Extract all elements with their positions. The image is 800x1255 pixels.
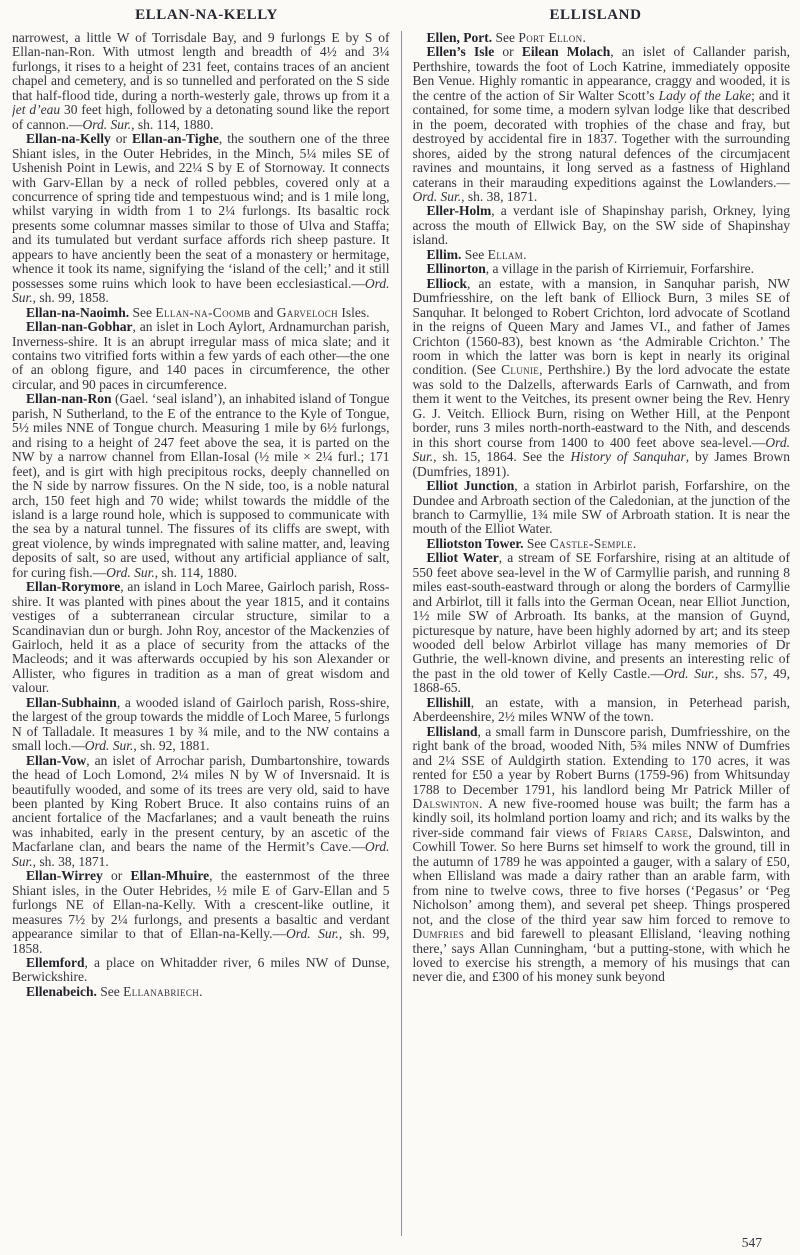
entry-name: Ellisland <box>426 723 478 739</box>
text-segment: narrowest, a little W of Torrisdale Bay, and 9 furlongs E by S of Ellan-nan-Ron. With utmost length and breadth of 4½ and 3¼ furlongs, it rises to a height of 231 feet, contains traces of an ancient chapel and cemetery, and is so tunnelled and perforated on the S side that half-flood tide, during a north-westerly gale, throws up from it a <box>12 31 390 103</box>
entry-paragraph <box>413 696 791 725</box>
text-segment: , a wooded island of Gairloch parish, Ross-shire, the largest of the group towards the middle of Loch Maree, 5 furlongs N of Talladale. It measures 1 by ¾ mile, and to the NW contains a small loch.— <box>12 694 390 754</box>
text-segment: (Gael. ‘seal island’), an inhabited island of Tongue parish, N Sutherland, to the E of the entrance to the Kyle of Tongue, 5½ miles NNE of Tongue church. Measuring 1 mile by 6½ furlongs, and rising to a height of 247 feet above the sea, it is parted on the NW by a narrow channel from Ellan-Iosal (½ mile × 2¼ furl.; 171 feet), and is girt with high precipitous rocks, deeply channelled on the N side by narrow fissures. On the N side, too, is a noble natural arch, 150 feet high and 70 wide; whilst towards the middle of the island is a large round hole, which is supposed to communicate with the sea by a natural tunnel. The fissures of its cliffs are swept, with great violence, by winds impregnated with saline matter, and, leaving deposits of salt, so are used, without any artificial appliance of salt, for curing fish.— <box>12 391 390 580</box>
entry-name: Ellinorton <box>426 261 486 277</box>
text-columns <box>12 31 790 1236</box>
entry-paragraph <box>413 479 791 537</box>
text-segment: Ord. Sur. <box>412 188 462 204</box>
entry-paragraph <box>413 551 791 696</box>
text-segment: or <box>102 868 131 884</box>
entry-name: Ellen, Port. <box>426 31 493 45</box>
text-segment: See <box>129 304 156 320</box>
entry-name: Ellan-an-Tighe <box>132 131 219 147</box>
text-segment: . <box>523 246 527 262</box>
entry-name: Ellan-na-Kelly <box>26 131 111 147</box>
entry-paragraph <box>12 754 390 870</box>
text-segment: , an island in Loch Maree, Gairloch parish, Ross-shire. It was planted with pines about the year 1815, and it contains vestiges of a subterranean circular structure, similar to a Scandinavian dun or burgh. John Roy, ancestor of the Mackenzies of Gairloch, held it as a place of security from the attacks of the Macleods; and it was afterwards occupied by his son Alexander or Allister, who figures in tradition as a man of great wisdom and valour. <box>12 579 390 696</box>
text-segment: Ord. Sur. <box>106 564 155 580</box>
entry-paragraph <box>413 277 791 479</box>
text-segment: Ord. Sur. <box>412 434 790 465</box>
text-segment: See <box>523 535 550 551</box>
text-segment: and bid farewell to pleasant Ellisland, ‘leaving nothing there,’ says Allan Cunningham, ‘but a putting-stone, with which he loved to exercise his strength, a memory of his musings that can never die, and £300 of his money sunk beyond <box>412 926 790 985</box>
right-page-header: ELLISLAND <box>549 7 642 23</box>
entry-paragraph <box>12 320 390 392</box>
text-segment: . <box>632 535 637 551</box>
entry-paragraph <box>413 537 791 551</box>
entry-paragraph <box>12 580 390 696</box>
entry-name: Ellan-Rorymore <box>26 579 121 595</box>
text-segment: , sh. 15, 1864. See the <box>433 449 571 465</box>
text-segment: , sh. 99, 1858. <box>32 290 109 306</box>
text-segment: Ord. Sur. <box>82 116 132 132</box>
text-segment: Ord. Sur. <box>84 738 134 754</box>
text-segment: , a small farm in Dunscore parish, Dumfriesshire, on the right bank of the broad, wooded Nith, 5¾ miles NNW of Dumfries and 2¼ SSE of Auldgirth station. Extending to 170 acres, it was rented for £50 a year by Robert Burns (1759-96) from Whitsunday 1788 to December 1791, his landlord being Mr Patrick Miller of <box>412 723 790 797</box>
right-column <box>413 31 791 1236</box>
text-segment: or <box>110 131 133 147</box>
text-segment: , sh. 38, 1871. <box>461 188 538 204</box>
text-segment: , sh. 38, 1871. <box>32 853 109 869</box>
entry-name: Ellishill <box>426 694 471 710</box>
text-segment: , sh. 114, 1880. <box>131 116 214 132</box>
text-segment: History of Sanquhar <box>570 449 686 465</box>
entry-name: Ellen’s Isle <box>426 44 495 60</box>
text-segment: , a stream of SE Forfarshire, rising at an altitude of 550 feet above sea-level in the W of Carmyllie parish, and running 8 miles east-south-eastward through or along the borders of Carmyllie and Arbirlot, till it falls into the German Ocean, near Elliot Junction, 1½ mile SW of Arbroath. Its banks, at the mansion of Guynd, picturesque by nature, have been highly adorned by art; and its steep wooded dell below Arbirlot village has many memories of Dr Guthrie, the well-known divine, and presents an interesting relic of the past in the old tower of Kelly Castle.— <box>412 550 790 681</box>
column-divider <box>401 31 402 1236</box>
left-column <box>12 31 390 1236</box>
text-segment: Ord. Sur. <box>12 839 390 869</box>
entry-paragraph <box>413 248 791 262</box>
entry-paragraph <box>413 262 791 276</box>
cross-reference: Friars Carse <box>611 824 689 840</box>
text-segment: , an estate, with a mansion, in Peterhead parish, Aberdeenshire, 2½ miles WNW of the town. <box>412 694 790 725</box>
text-segment: , an islet in Loch Aylort, Ardnamurchan parish, Inverness-shire. It is an abrupt irregular mass of mica slate; and it contains two vitrified forts within a few yards of each other—the one of an oblong figure, and 140 paces in circumference, the other circular, and 90 paces in circumference. <box>12 319 390 392</box>
cross-reference: Dalswinton <box>412 796 480 812</box>
text-segment: and <box>250 304 277 320</box>
text-segment: or <box>494 44 522 60</box>
text-segment: , the southern one of the three Shiant isles, in the Outer Hebrides, in the Minch, 5¼ miles SE of Ushenish Point in Lewis, and 22¼ S by E of Stornoway. It connects with Garv-Ellan by a neck of rolled pebbles, covered only at a concurrence of spring tide and tempestuous wind; and is 1 mile long, whilst varying in width from 1 to 2¼ furlongs. Its basaltic rock presents some columnar masses similar to those of Ulva and Staffa; and its tumulated but verdant surface affords rich sheep pasture. It appears to have anciently been the seat of a monastery or hermitage, whence it took its name, signifying the ‘island of the cell;’ and it still possesses some ruins which look to have been ecclesiastical.— <box>12 131 390 291</box>
text-segment: , Perthshire.) By the lord advocate the estate was sold to the Dalzells, afterwards Earls of Carnwath, and from them it went to the Veitches, its present owner being the Rev. Henry G. J. Veitch. Elliock Burn, rising on Wether Hill, at the Penpont border, runs 3 miles north-north-eastward to the Nith, and descends in this short course from 1400 to 400 feet above sea-level.— <box>412 362 790 450</box>
entry-name: Elliot Water <box>426 550 499 566</box>
text-segment: ; and it contained, for some time, a modern sylvan lodge like that described in the poem, decorated with trophies of the chase and fray, but destroyed by accidental fire in 1837. Together with the surrounding shores, aided by the strong natural defences of the circumjacent ravines and mountains, it long served as a fastness of Highland caterans in their marauding expeditions against the Lowlanders.— <box>412 87 790 190</box>
entry-paragraph <box>12 696 390 754</box>
entry-name: Ellenabeich. <box>26 983 97 999</box>
running-head <box>12 7 790 24</box>
entry-paragraph <box>12 132 390 305</box>
entry-paragraph <box>413 204 791 247</box>
text-segment: , sh. 99, 1858. <box>12 926 390 956</box>
text-segment: See <box>96 983 124 999</box>
entry-paragraph <box>12 306 390 320</box>
text-segment: , a place on Whitadder river, 6 miles NW of Dunse, Berwickshire. <box>12 955 390 985</box>
cross-reference: Dumfries <box>412 926 465 942</box>
text-segment: , sh. 92, 1881. <box>133 738 210 754</box>
cross-reference: Castle-Semple <box>549 535 633 551</box>
text-segment: . <box>582 31 586 45</box>
entry-name: Ellan-nan-Ron <box>26 391 112 407</box>
text-segment: , by James Brown (Dumfries, 1891). <box>412 449 790 479</box>
entry-paragraph <box>12 392 390 580</box>
text-segment: See <box>461 246 488 262</box>
cross-reference: Ellan-na-Coomb <box>155 304 251 320</box>
cross-reference: Garveloch <box>276 304 338 320</box>
entry-paragraph <box>12 985 390 999</box>
text-segment: , a station in Arbirlot parish, Forfarshire, on the Dundee and Arbroath section of the Caledonian, at the junction of the branch to Carmyllie, 1¾ mile SW of Arbroath station. It is near the mouth of the Elliot Water. <box>412 478 790 537</box>
entry-name: Elliot Junction <box>426 478 515 494</box>
text-segment: , an estate, with a mansion, in Sanquhar parish, NW Dumfriesshire, on the left bank of Elliock Burn, 3 miles SE of Sanquhar. It belonged to Robert Crichton, lord advocate of Scotland in the reigns of Queen Mary and James VI., and father of James Crichton (1560-83), best known as ‘the Admirable Crichton.’ The room in which the latter was born is kept in nearly its original condition. (See <box>412 275 790 378</box>
cross-reference: Ellam <box>487 246 524 262</box>
text-segment: Ord. Sur. <box>663 665 715 681</box>
text-segment: , Dalswinton, and Cowhill Tower. So here Burns set himself to work the ground, till in the autumn of 1789 he was appointed a gauger, with a salary of £50, when Ellisland was made a dairy rather than an arable farm, with from nine to twelve cows, three to five horses (‘Pegasus’ or ‘Peg Nicholson’ among them), and several pet sheep. Things prospered not, and the close of the third year saw him forced to remove to <box>412 824 790 927</box>
text-segment: See <box>492 31 519 45</box>
entry-name: Ellan-Subhainn <box>26 694 117 710</box>
entry-paragraph <box>413 31 791 45</box>
entry-name: Ellan-Wirrey <box>26 868 103 884</box>
text-segment: , sh. 114, 1880. <box>154 564 238 580</box>
text-segment: Ord. Sur. <box>286 926 339 942</box>
entry-paragraph <box>413 725 791 985</box>
text-segment: 30 feet high, followed by a detonating sound like the report of cannon.— <box>12 102 390 132</box>
text-segment: , the easternmost of the three Shiant isles, in the Outer Hebrides, ½ mile E of Garv-Ellan and 5 furlongs NE of Ellan-na-Kelly. With a crescent-like outline, it measures 7½ by 2¼ furlongs, and presents a basaltic and verdant appearance similar to that of Ellan-na-Kelly.— <box>12 868 390 942</box>
text-segment: , a village in the parish of Kirriemuir, Forfarshire. <box>485 261 755 277</box>
entry-paragraph <box>12 31 390 132</box>
entry-name: Ellan-na-Naoimh. <box>26 304 130 320</box>
text-segment: , a verdant isle of Shapinshay parish, Orkney, lying across the mouth of Ellwick Bay, on the SW side of Shapinshay island. <box>412 203 790 248</box>
entry-name: Ellan-nan-Gobhar <box>26 319 133 335</box>
cross-reference: Ellanabriech <box>123 983 200 999</box>
page-number: 547 <box>741 1235 762 1250</box>
text-segment: , an islet of Callander parish, Perthshire, towards the foot of Loch Katrine, immediately opposite Ben Venue. Highly romantic in appearance, craggy and wooded, it is the centre of the action of Sir Walter Scott’s <box>412 44 790 103</box>
entry-paragraph <box>12 956 390 985</box>
entry-name: Ellim. <box>426 246 462 262</box>
text-segment: Isles. <box>337 304 370 320</box>
cross-reference: Port Ellon <box>518 31 583 45</box>
entry-paragraph <box>12 869 390 956</box>
entry-name: Ellan-Mhuire <box>130 868 210 884</box>
text-segment: , shs. 57, 49, 1868-65. <box>412 665 790 696</box>
text-segment: . <box>199 983 203 999</box>
entry-paragraph <box>413 45 791 204</box>
entry-name: Elliotston Tower. <box>426 535 524 551</box>
left-page-header: ELLAN-NA-KELLY <box>135 7 278 23</box>
text-segment: jet d’eau <box>12 102 61 118</box>
entry-name: Elliock <box>426 275 468 291</box>
entry-name: Ellan-Vow <box>26 752 87 768</box>
entry-name: Eilean Molach <box>521 44 611 60</box>
text-segment: Ord. Sur. <box>12 275 390 306</box>
cross-reference: Clunie <box>501 362 540 378</box>
entry-name: Eller-Holm <box>426 203 492 219</box>
text-segment: , an islet of Arrochar parish, Dumbartonshire, towards the head of Loch Lomond, 2¼ miles N by W of Inversnaid. It is beautifully wooded, and some of its trees are very old, said to have been planted by King Robert Bruce. It also contains ruins of an ancient fortalice of the Macfarlanes; and a vault beneath the ruins was inhabited, early in the present century, by an ascetic of the Macfarlane clan, and bears the name of the Hermit’s Cave.— <box>12 752 390 855</box>
text-segment: . A new five-roomed house was built; the farm has a kindly soil, its holmland portion loamy and rich; and its walks by the river-side command fair views of <box>412 796 790 840</box>
entry-name: Ellemford <box>26 955 85 970</box>
text-segment: Lady of the Lake <box>658 87 752 103</box>
